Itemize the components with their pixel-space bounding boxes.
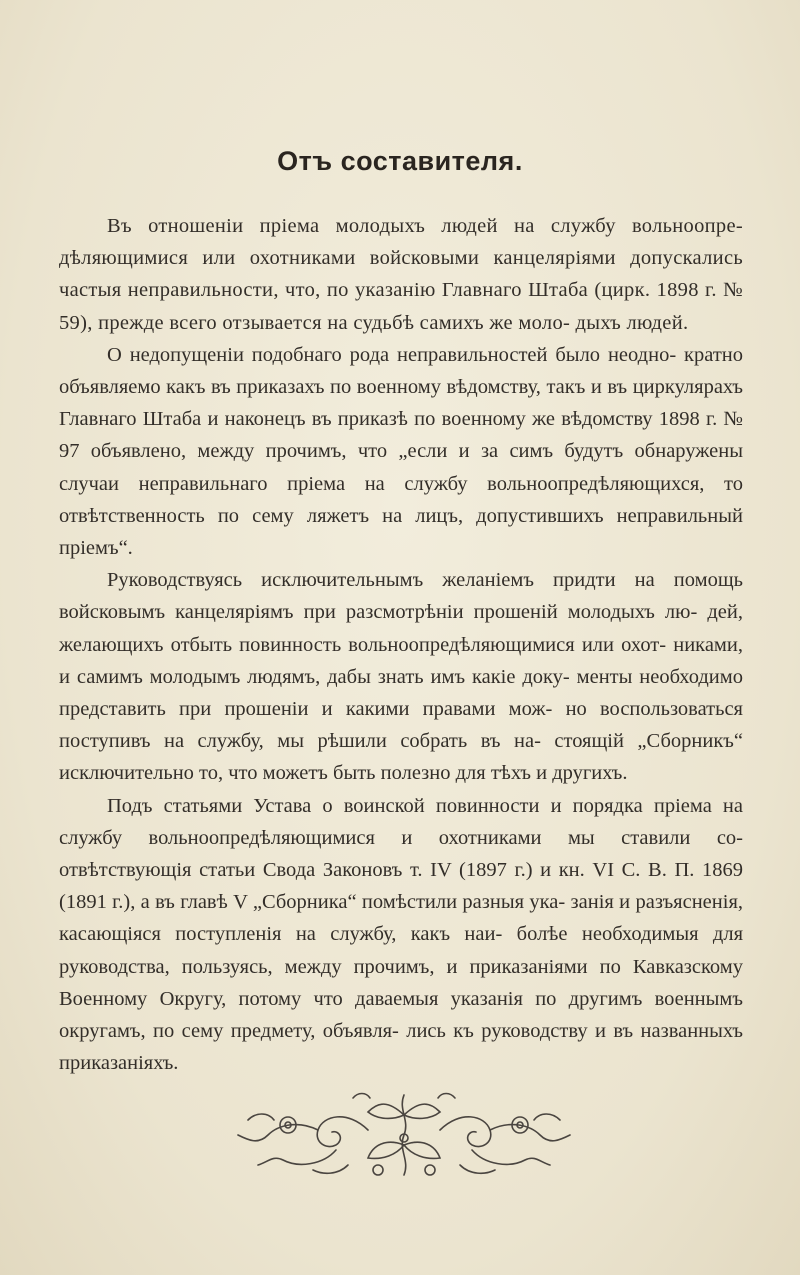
page-title: Отъ составителя. (277, 146, 523, 176)
paragraph-4: Подъ статьями Устава о воинской повинности и порядка пріема на службу вольноопредѣляющимися и охотниками мы ставили со- отвѣтствующія статьи Свода Законовъ т. IV (1897 г.) и кн. VI С. В. П. 1869 (1891 г.), а въ главѣ V „Сборника“ помѣстили разныя ука- занія и разъясненія, касающіяся поступленія на службу, какъ наи- болѣе необходимыя для руководства, пользуясь, между прочимъ, и приказаніями по Кавказскому Военному Округу, потому что даваемыя указанія по другимъ военнымъ округамъ, по сему предмету, объявля- лись къ руководству и въ названныхъ приказаніяхъ. (59, 794, 743, 1075)
paragraph-2: О недопущеніи подобнаго рода неправильностей было неодно- кратно объявляемо какъ въ приказахъ по военному вѣдомству, такъ и въ циркулярахъ Главнаго Штаба и наконецъ въ приказѣ по военному же вѣдомству 1898 г. № 97 объявлено, между прочимъ, что „если и за симъ будутъ обнаружены случаи неправильнаго пріема на службу вольноопредѣляющихся, то отвѣтственность по сему ляжетъ на лицъ, допустившихъ неправильный пріемъ“. (59, 343, 743, 560)
paragraph-3: Руководствуясь исключительнымъ желаніемъ придти на помощь войсковымъ канцеляріямъ при разсмотрѣніи прошеній молодыхъ лю- дей, желающихъ отбыть повинность вольноопредѣляющимися или охот- никами, и самимъ молодымъ людямъ, дабы знать имъ какіе доку- менты необходимо представить при прошеніи и какими правами мож- но воспользоваться поступивъ на службу, мы рѣшили собрать въ на- стоящій „Сборникъ“ исключительно то, что можетъ быть полезно для тѣхъ и другихъ. (59, 569, 743, 785)
paragraph-1: Въ отношеніи пріема молодыхъ людей на службу вольноопре- дѣляющимися или охотниками войсковыми канцеляріями допускались частыя неправильности, что, по указанію Главнаго Штаба (цирк. 1898 г. № 59), прежде всего отзывается на судьбѣ самихъ же моло- дыхъ людей. (59, 215, 743, 334)
body-text (59, 210, 743, 1079)
floral-vignette-icon (228, 1090, 580, 1180)
